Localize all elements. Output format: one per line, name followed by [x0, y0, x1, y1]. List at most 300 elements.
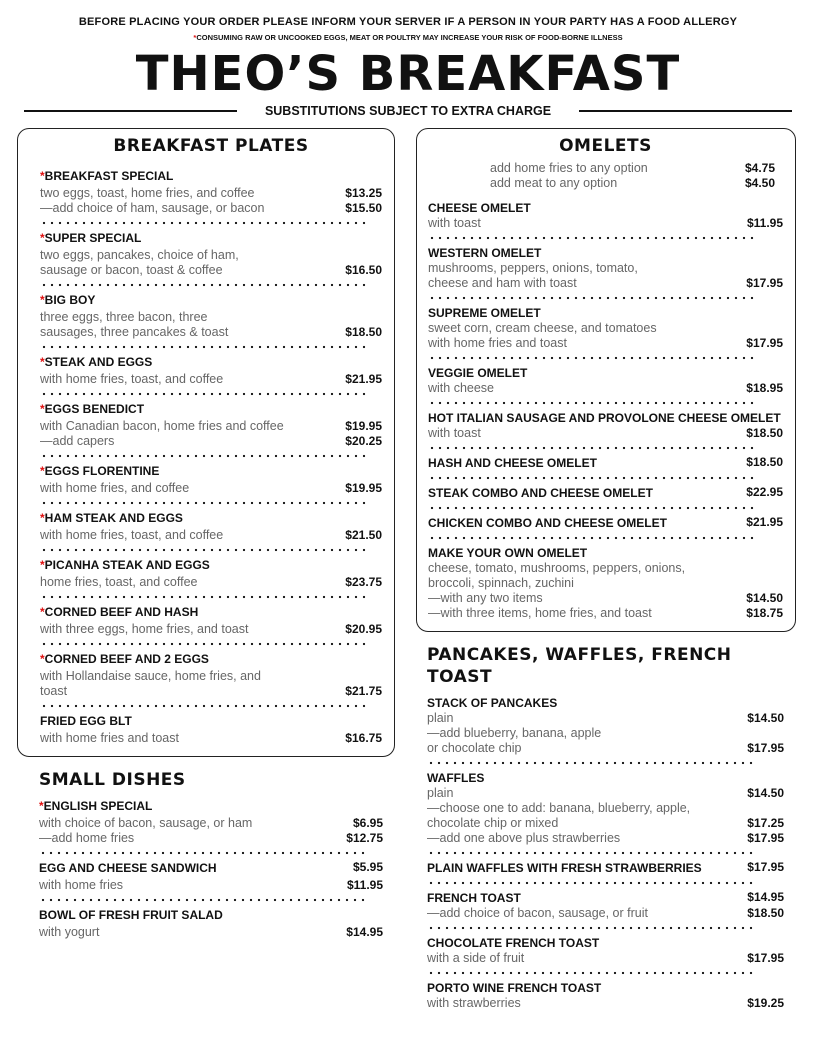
- menu-item: [427, 887, 784, 932]
- raw-food-asterisk: *: [40, 293, 45, 307]
- raw-food-asterisk: *: [40, 231, 45, 245]
- divider-left: [24, 110, 237, 112]
- item-name: [428, 200, 531, 216]
- item-name-row: [427, 860, 784, 876]
- item-name-text: EGGS BENEDICT: [44, 402, 145, 416]
- item-description: two eggs, toast, home fries, and coffee: [40, 186, 255, 200]
- item-description: home fries, toast, and coffee: [40, 575, 198, 589]
- item-name: [428, 410, 781, 426]
- dotted-separator: [40, 642, 370, 646]
- item-description: cheese, tomato, mushrooms, peppers, onions,: [428, 561, 686, 575]
- item-description: with choice of bacon, sausage, or ham: [39, 816, 253, 830]
- item-name-row: [427, 770, 784, 786]
- item-description: broccoli, spinnach, zuchini: [428, 576, 574, 590]
- substitutions-row: [24, 104, 792, 118]
- item-name-text: BOWL OF FRESH FRUIT SALAD: [39, 908, 223, 922]
- dotted-separator: [428, 536, 758, 540]
- item-description: with Hollandaise sauce, home fries, and: [40, 669, 261, 683]
- menu-item: [40, 165, 382, 227]
- item-description: with a side of fruit: [427, 951, 525, 965]
- item-description-line: [427, 786, 784, 801]
- item-name-text: WESTERN OMELET: [428, 246, 542, 260]
- item-price: [777, 576, 783, 591]
- raw-food-asterisk: *: [40, 558, 45, 572]
- item-name-row: [40, 230, 382, 246]
- item-description: —choose one to add: banana, blueberry, apple,: [427, 801, 691, 815]
- item-name-text: PICANHA STEAK AND EGGS: [44, 558, 210, 572]
- item-name: [40, 604, 198, 620]
- raw-food-asterisk: *: [40, 605, 45, 619]
- menu-item: [40, 398, 382, 460]
- item-description-line: [40, 622, 382, 637]
- item-description-line: [427, 951, 784, 966]
- item-price: $18.95: [746, 381, 783, 395]
- item-price: $22.95: [746, 485, 783, 499]
- item-name-text: PORTO WINE FRENCH TOAST: [427, 981, 602, 995]
- menu-item: [39, 857, 383, 904]
- item-description-line: [40, 248, 382, 263]
- item-name-text: FRIED EGG BLT: [40, 714, 132, 728]
- item-name-row: [428, 515, 783, 531]
- item-name-row: [40, 292, 382, 308]
- item-name: [40, 651, 209, 667]
- item-name-text: MAKE YOUR OWN OMELET: [428, 546, 588, 560]
- item-price: $15.50: [345, 201, 382, 215]
- section-pancakes-waffles-french-toast: [416, 640, 796, 1013]
- item-description: sausages, three pancakes & toast: [40, 325, 229, 339]
- dotted-separator: [428, 236, 758, 240]
- item-description: with yogurt: [39, 925, 100, 939]
- item-name-row: [428, 305, 783, 321]
- item-name-row: [40, 463, 382, 479]
- item-description: plain: [427, 711, 454, 725]
- item-description-line: [427, 741, 784, 756]
- item-name-row: [40, 604, 382, 620]
- item-name-row: [40, 354, 382, 370]
- item-price: $21.95: [746, 515, 783, 529]
- item-price: $18.50: [747, 906, 784, 920]
- item-name: [39, 798, 152, 814]
- item-description-line: [428, 561, 783, 576]
- item-name: [40, 168, 173, 184]
- dotted-separator: [428, 476, 758, 480]
- item-description-line: [40, 669, 382, 684]
- item-name-row: [39, 860, 383, 876]
- item-description-line: [40, 575, 382, 590]
- item-description: plain: [427, 786, 454, 800]
- divider-right: [579, 110, 792, 112]
- item-description: with toast: [428, 216, 481, 230]
- item-name-text: CHOCOLATE FRENCH TOAST: [427, 936, 600, 950]
- item-price: $18.50: [345, 325, 382, 339]
- item-price: $20.95: [345, 622, 382, 636]
- extra-text: add meat to any option: [490, 176, 618, 190]
- raw-food-asterisk: *: [40, 464, 45, 478]
- item-price: [778, 801, 784, 816]
- item-description: two eggs, pancakes, choice of ham,: [40, 248, 239, 262]
- asterisk: *: [193, 33, 197, 42]
- item-description-line: [428, 576, 783, 591]
- item-description-line: [40, 434, 382, 449]
- item-description-line: [40, 731, 382, 746]
- item-description-line: [428, 591, 783, 606]
- item-name: [40, 401, 144, 417]
- item-description-line: [39, 831, 383, 846]
- item-price: [376, 669, 382, 684]
- item-price: $18.75: [746, 606, 783, 620]
- item-description-line: [427, 906, 784, 921]
- menu-item: [40, 227, 382, 289]
- menu-item: [427, 977, 784, 1013]
- item-price: $18.50: [746, 426, 783, 440]
- extra-price: $4.50: [744, 176, 775, 190]
- section-omelets: [416, 128, 796, 632]
- allergy-notice: BEFORE PLACING YOUR ORDER PLEASE INFORM YOUR SERVER IF A PERSON IN YOUR PARTY HAS A FOOD ALLERGY: [78, 16, 738, 28]
- item-description-line: [427, 831, 784, 846]
- dotted-separator: [427, 881, 757, 885]
- dotted-separator: [40, 595, 370, 599]
- item-name: [428, 245, 541, 261]
- item-name: [427, 770, 484, 786]
- item-price: $19.95: [345, 419, 382, 433]
- item-name: [427, 860, 702, 876]
- item-name: [428, 305, 541, 321]
- item-description-line: [40, 310, 382, 325]
- item-description-line: [40, 528, 382, 543]
- item-price: $5.95: [352, 860, 383, 874]
- item-name-text: WAFFLES: [427, 771, 485, 785]
- item-description-line: [40, 684, 382, 699]
- item-name-row: [428, 455, 783, 471]
- item-description: —add blueberry, banana, apple: [427, 726, 602, 740]
- raw-food-asterisk: *: [40, 511, 45, 525]
- item-name-row: [40, 713, 382, 729]
- item-price: $17.95: [746, 336, 783, 350]
- item-description-line: [40, 372, 382, 387]
- item-price: $12.75: [346, 831, 383, 845]
- item-name-text: STEAK AND EGGS: [44, 355, 153, 369]
- raw-food-asterisk: *: [40, 355, 45, 369]
- item-name: [40, 557, 210, 573]
- item-price: [376, 248, 382, 263]
- item-name-text: CHEESE OMELET: [428, 201, 531, 215]
- menu-item: [39, 795, 383, 857]
- item-description-line: [40, 186, 382, 201]
- item-name: [40, 354, 152, 370]
- item-name-row: [427, 980, 784, 996]
- item-name-text: FRENCH TOAST: [427, 891, 521, 905]
- item-description: with strawberries: [427, 996, 521, 1010]
- item-description: three eggs, three bacon, three: [40, 310, 208, 324]
- item-name-row: [39, 907, 383, 923]
- item-description: with home fries, toast, and coffee: [40, 372, 224, 386]
- item-price: $20.25: [345, 434, 382, 448]
- item-description: cheese and ham with toast: [428, 276, 577, 290]
- item-name-text: EGG AND CHEESE SANDWICH: [39, 861, 217, 875]
- dotted-separator: [40, 704, 370, 708]
- item-name-text: PLAIN WAFFLES WITH FRESH STRAWBERRIES: [427, 861, 702, 875]
- item-name: [427, 935, 599, 951]
- item-description: with cheese: [428, 381, 495, 395]
- item-name-text: CHICKEN COMBO AND CHEESE OMELET: [428, 516, 667, 530]
- item-description: with home fries and toast: [40, 731, 179, 745]
- item-description-line: [40, 419, 382, 434]
- section-title: OMELETS: [559, 136, 652, 156]
- dotted-separator: [39, 898, 369, 902]
- item-description: with Canadian bacon, home fries and coffee: [40, 419, 284, 433]
- dotted-separator: [428, 401, 758, 405]
- extra-text: add home fries to any option: [490, 161, 648, 175]
- item-description-line: [39, 816, 383, 831]
- item-name-text: CORNED BEEF AND 2 EGGS: [44, 652, 209, 666]
- item-price: $19.95: [345, 481, 382, 495]
- item-price: [777, 561, 783, 576]
- item-description-line: [427, 996, 784, 1011]
- item-name-row: [427, 890, 784, 906]
- item-description: —add home fries: [39, 831, 135, 845]
- menu-item: [428, 407, 783, 452]
- item-name: [428, 455, 597, 471]
- item-price: $17.95: [746, 276, 783, 290]
- item-description: sausage or bacon, toast & coffee: [40, 263, 223, 277]
- item-description: —with three items, home fries, and toast: [428, 606, 652, 620]
- item-name: [428, 485, 653, 501]
- item-description-line: [428, 321, 783, 336]
- item-price: $17.95: [747, 831, 784, 845]
- item-description: sweet corn, cream cheese, and tomatoes: [428, 321, 657, 335]
- item-name: [40, 463, 159, 479]
- item-name-row: [427, 695, 784, 711]
- item-name-row: [40, 651, 382, 667]
- item-description: with home fries, and coffee: [40, 481, 190, 495]
- extra-price: $4.75: [744, 161, 775, 175]
- menu-item: [40, 648, 382, 710]
- item-name-row: [428, 410, 783, 426]
- menu-item: [40, 289, 382, 351]
- item-name-text: SUPER SPECIAL: [44, 231, 142, 245]
- item-name-text: STEAK COMBO AND CHEESE OMELET: [428, 486, 653, 500]
- item-name-row: [428, 485, 783, 501]
- right-column: [416, 128, 796, 1013]
- item-price: $14.95: [346, 925, 383, 939]
- item-description: with home fries and toast: [428, 336, 567, 350]
- item-description: —with any two items: [428, 591, 543, 605]
- item-name-text: HOT ITALIAN SAUSAGE AND PROVOLONE CHEESE OMELET: [428, 411, 781, 425]
- item-name-text: HAM STEAK AND EGGS: [44, 511, 183, 525]
- item-name: [428, 545, 587, 561]
- menu-item: [40, 507, 382, 554]
- item-name: [40, 713, 132, 729]
- item-name-text: VEGGIE OMELET: [428, 366, 528, 380]
- item-name-text: SUPREME OMELET: [428, 306, 541, 320]
- item-description-line: [428, 276, 783, 291]
- dotted-separator: [40, 283, 370, 287]
- section-title: SMALL DISHES: [39, 770, 186, 790]
- item-name: [39, 907, 223, 923]
- item-name: [39, 860, 217, 876]
- menu-item: [428, 482, 783, 512]
- menu-item: [428, 542, 783, 623]
- menu-item: [427, 932, 784, 977]
- menu-item: [40, 710, 382, 748]
- item-description-line: [428, 426, 783, 441]
- dotted-separator: [428, 296, 758, 300]
- item-name-text: CORNED BEEF AND HASH: [44, 605, 199, 619]
- item-description-line: [427, 801, 784, 816]
- item-description-line: [40, 325, 382, 340]
- item-description-line: [427, 711, 784, 726]
- menu-item: [427, 767, 784, 857]
- item-name-text: ENGLISH SPECIAL: [43, 799, 153, 813]
- item-description: with toast: [428, 426, 481, 440]
- item-price: [777, 321, 783, 336]
- item-name: [428, 365, 527, 381]
- menu-item: [428, 302, 783, 362]
- item-name: [427, 980, 601, 996]
- dotted-separator: [39, 851, 369, 855]
- item-price: $6.95: [352, 816, 383, 830]
- omelet-extra-option: [428, 176, 783, 191]
- dotted-separator: [428, 506, 758, 510]
- item-price: $21.75: [345, 684, 382, 698]
- dotted-separator: [40, 548, 370, 552]
- item-description-line: [40, 481, 382, 496]
- item-description: chocolate chip or mixed: [427, 816, 559, 830]
- restaurant-title: THEO’S BREAKFAST: [135, 46, 681, 102]
- item-price: [778, 726, 784, 741]
- dotted-separator: [427, 971, 757, 975]
- raw-food-asterisk: *: [39, 799, 44, 813]
- omelet-extra-option: [428, 161, 783, 176]
- item-name-row: [40, 557, 382, 573]
- dotted-separator: [40, 454, 370, 458]
- menu-item: [428, 242, 783, 302]
- dotted-separator: [40, 501, 370, 505]
- item-price: [376, 310, 382, 325]
- item-name-row: [428, 245, 783, 261]
- item-name-row: [40, 401, 382, 417]
- item-description: with home fries: [39, 878, 124, 892]
- menu-item: [427, 857, 784, 887]
- item-description: —add choice of bacon, sausage, or fruit: [427, 906, 648, 920]
- menu-item: [427, 692, 784, 767]
- item-description: or chocolate chip: [427, 741, 522, 755]
- item-name: [40, 292, 95, 308]
- item-price: $16.75: [345, 731, 382, 745]
- raw-food-asterisk: *: [40, 652, 45, 666]
- menu-columns: [0, 118, 816, 1033]
- item-description-line: [40, 263, 382, 278]
- item-description-line: [428, 261, 783, 276]
- item-name-text: HASH AND CHEESE OMELET: [428, 456, 597, 470]
- item-price: $21.95: [345, 372, 382, 386]
- dotted-separator: [427, 851, 757, 855]
- menu-item: [428, 362, 783, 407]
- item-price: $11.95: [746, 216, 783, 230]
- item-price: $14.50: [747, 711, 784, 725]
- item-price: $11.95: [346, 878, 383, 892]
- menu-item: [40, 601, 382, 648]
- item-name-row: [39, 798, 383, 814]
- substitutions-notice: SUBSTITUTIONS SUBJECT TO EXTRA CHARGE: [264, 104, 552, 118]
- item-description: toast: [40, 684, 68, 698]
- dotted-separator: [427, 926, 757, 930]
- item-name-row: [428, 200, 783, 216]
- menu-item: [40, 554, 382, 601]
- menu-item: [40, 460, 382, 507]
- item-description: —add one above plus strawberries: [427, 831, 621, 845]
- item-name-row: [40, 510, 382, 526]
- item-description-line: [428, 606, 783, 621]
- menu-item: [428, 452, 783, 482]
- dotted-separator: [40, 221, 370, 225]
- raw-food-asterisk: *: [40, 402, 45, 416]
- item-price: $17.95: [747, 951, 784, 965]
- item-name: [427, 695, 557, 711]
- section-title: PANCAKES, WAFFLES, FRENCH TOAST: [427, 645, 732, 687]
- item-description: —add choice of ham, sausage, or bacon: [40, 201, 265, 215]
- item-description-line: [428, 381, 783, 396]
- menu-item: [39, 904, 383, 942]
- item-description-line: [428, 336, 783, 351]
- item-price: $19.25: [747, 996, 784, 1010]
- menu-item: [428, 512, 783, 542]
- item-name-text: STACK OF PANCAKES: [427, 696, 558, 710]
- item-name-text: EGGS FLORENTINE: [44, 464, 160, 478]
- item-name: [427, 890, 521, 906]
- dotted-separator: [40, 345, 370, 349]
- raw-food-warning: [0, 32, 816, 44]
- item-price: $18.50: [746, 455, 783, 469]
- menu-header: [0, 0, 816, 118]
- menu-item: [40, 351, 382, 398]
- section-small-dishes: [17, 765, 395, 942]
- item-name-row: [428, 545, 783, 561]
- item-price: $13.25: [345, 186, 382, 200]
- menu-item: [428, 197, 783, 242]
- section-breakfast-plates: [17, 128, 395, 757]
- item-name-text: BREAKFAST SPECIAL: [44, 169, 174, 183]
- section-title: BREAKFAST PLATES: [113, 136, 309, 156]
- item-description-line: [427, 816, 784, 831]
- item-name: [40, 510, 183, 526]
- item-name: [40, 230, 141, 246]
- item-price: $16.50: [345, 263, 382, 277]
- item-price: $21.50: [345, 528, 382, 542]
- item-price: $14.95: [747, 890, 784, 904]
- item-price: $14.50: [747, 786, 784, 800]
- dotted-separator: [40, 392, 370, 396]
- item-name-row: [428, 365, 783, 381]
- raw-food-asterisk: *: [40, 169, 45, 183]
- item-name: [428, 515, 667, 531]
- item-price: $14.50: [746, 591, 783, 605]
- item-description-line: [39, 925, 383, 940]
- item-description: —add capers: [40, 434, 115, 448]
- item-description-line: [39, 878, 383, 893]
- dotted-separator: [428, 356, 758, 360]
- item-price: $17.25: [747, 816, 784, 830]
- item-price: $17.95: [747, 860, 784, 874]
- item-description-line: [427, 726, 784, 741]
- item-price: $17.95: [747, 741, 784, 755]
- item-description-line: [428, 216, 783, 231]
- item-name-row: [40, 168, 382, 184]
- item-name-text: BIG BOY: [44, 293, 96, 307]
- item-description: mushrooms, peppers, onions, tomato,: [428, 261, 638, 275]
- item-description-line: [40, 201, 382, 216]
- item-description: with three eggs, home fries, and toast: [40, 622, 249, 636]
